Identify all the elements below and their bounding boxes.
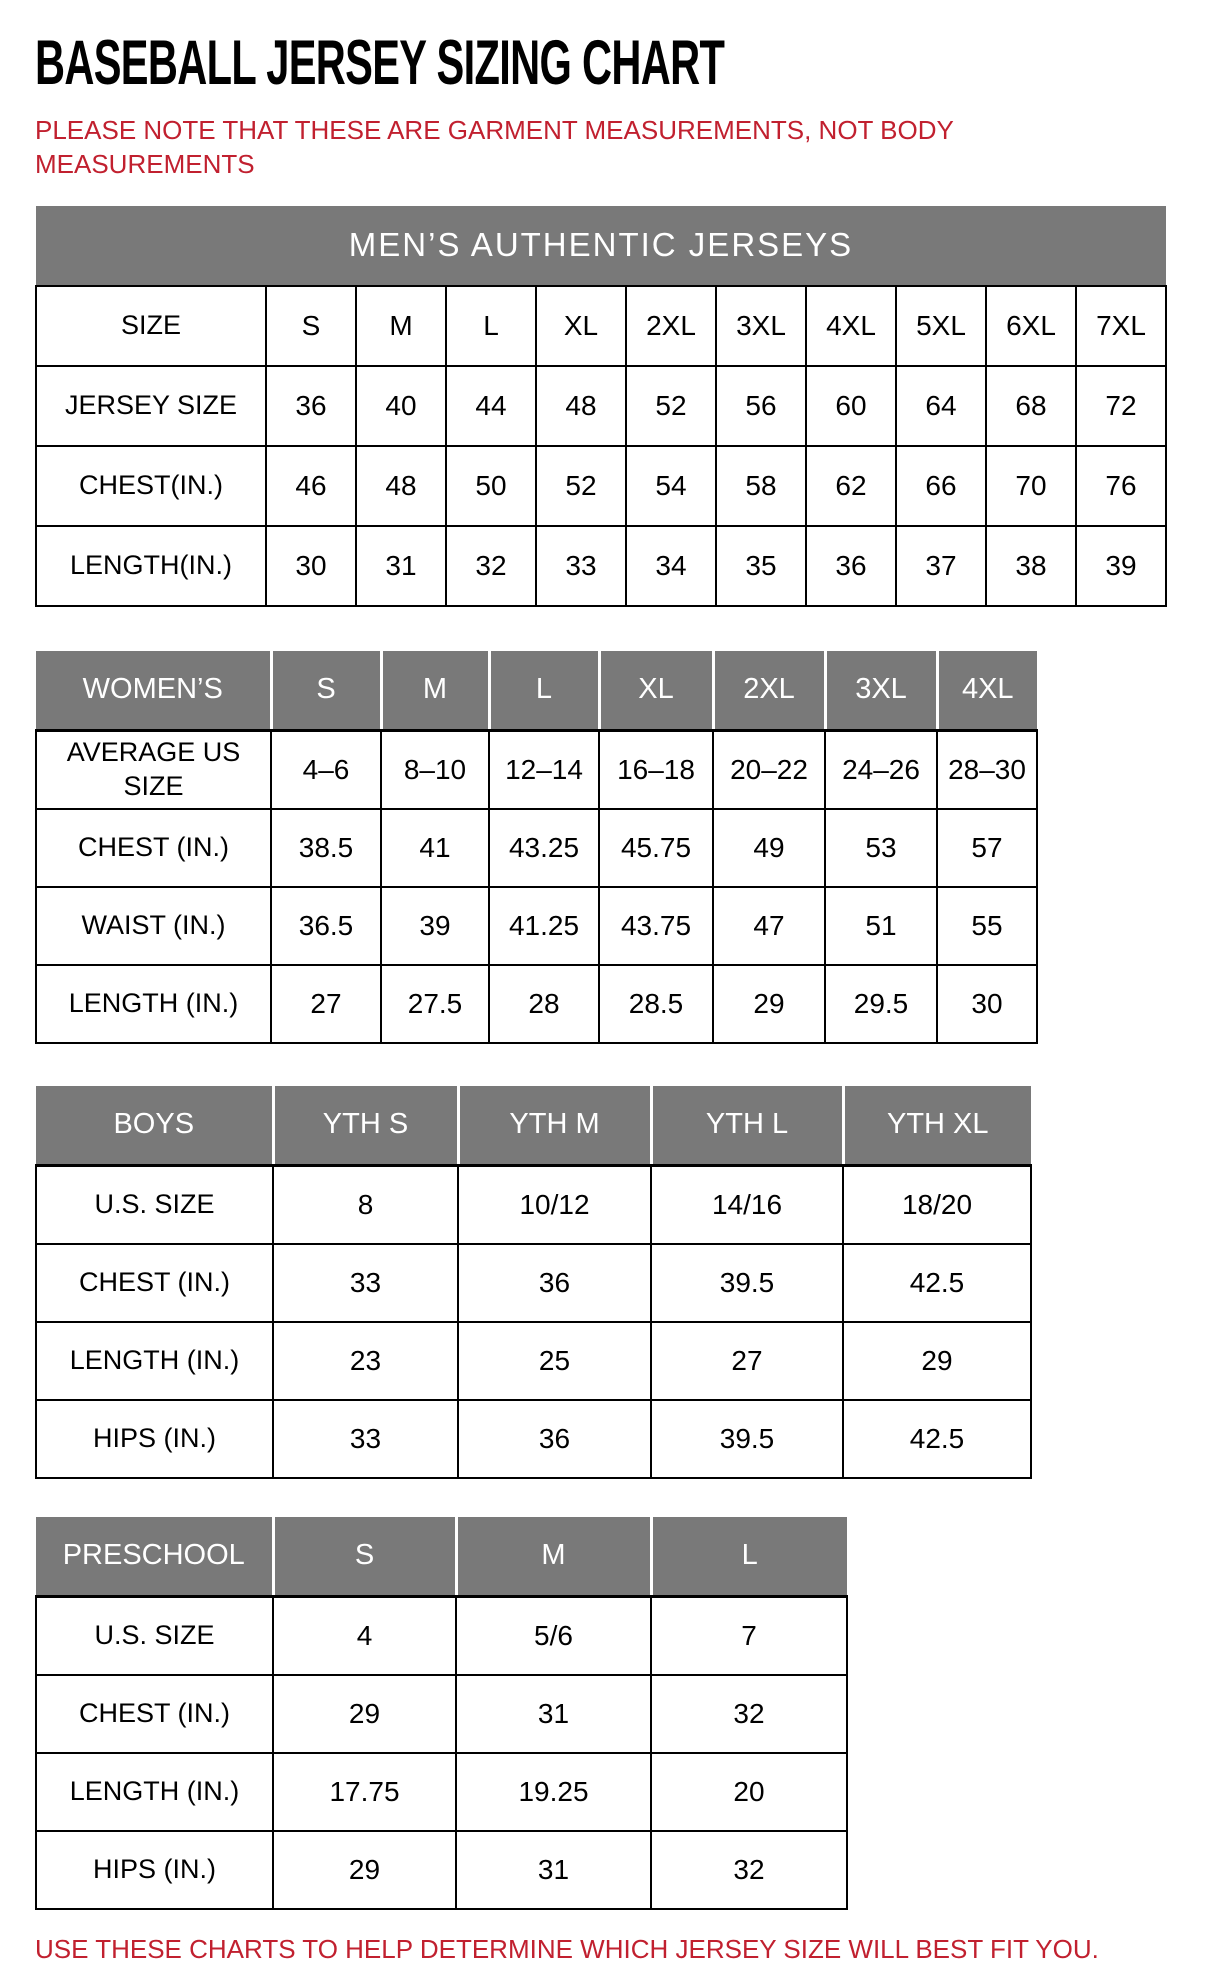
size-value-cell: 27.5 [381,965,489,1043]
header-cell: YTH S [273,1086,458,1166]
header-cell: 4XL [937,651,1037,731]
size-value-cell: 32 [651,1831,847,1909]
header-cell: YTH M [458,1086,651,1166]
table-row [36,809,1037,887]
row-label: LENGTH(IN.) [36,526,266,606]
table-row [36,1322,1031,1400]
size-value-cell: 29 [273,1831,456,1909]
size-value-cell: 35 [716,526,806,606]
size-value-cell: 7XL [1076,286,1166,366]
size-value-cell: 31 [456,1675,651,1753]
size-value-cell: 29.5 [825,965,937,1043]
size-value-cell: 19.25 [456,1753,651,1831]
size-value-cell: 72 [1076,366,1166,446]
row-label: U.S. SIZE [36,1597,273,1675]
size-value-cell: 33 [273,1244,458,1322]
mens-sizing-table-section [35,206,1220,607]
row-label: HIPS (IN.) [36,1831,273,1909]
size-value-cell: 36 [266,366,356,446]
size-value-cell: 53 [825,809,937,887]
size-value-cell: 40 [356,366,446,446]
table-row [36,1400,1031,1478]
size-value-cell: 8–10 [381,731,489,809]
size-value-cell: 17.75 [273,1753,456,1831]
size-value-cell: 57 [937,809,1037,887]
size-value-cell: 46 [266,446,356,526]
size-value-cell: 68 [986,366,1076,446]
fit-advice-footer: USE THESE CHARTS TO HELP DETERMINE WHICH JERSEY SIZE WILL BEST FIT YOU. [35,1933,1099,1964]
size-value-cell: 31 [456,1831,651,1909]
size-value-cell: 12–14 [489,731,599,809]
row-label: JERSEY SIZE [36,366,266,446]
size-value-cell: 36 [458,1400,651,1478]
size-value-cell: 52 [626,366,716,446]
row-label: SIZE [36,286,266,366]
womens-table [35,651,1038,1044]
size-value-cell: 48 [536,366,626,446]
size-value-cell: 55 [937,887,1037,965]
size-value-cell: 20–22 [713,731,825,809]
size-value-cell: 27 [271,965,381,1043]
size-value-cell: 48 [356,446,446,526]
size-value-cell: 5XL [896,286,986,366]
size-value-cell: 33 [273,1400,458,1478]
row-label: U.S. SIZE [36,1166,273,1244]
size-value-cell: 43.25 [489,809,599,887]
size-value-cell: 37 [896,526,986,606]
size-value-cell: 6XL [986,286,1076,366]
size-value-cell: 10/12 [458,1166,651,1244]
size-value-cell: 27 [651,1322,843,1400]
row-label: LENGTH (IN.) [36,1753,273,1831]
header-cell: XL [599,651,713,731]
table-row [36,446,1166,526]
size-value-cell: 4XL [806,286,896,366]
size-value-cell: 29 [843,1322,1031,1400]
size-value-cell: 36 [458,1244,651,1322]
size-value-cell: 58 [716,446,806,526]
header-cell: 3XL [825,651,937,731]
mens-authentic-jerseys-banner: MEN’S AUTHENTIC JERSEYS [36,206,1166,286]
size-value-cell: S [266,286,356,366]
table-row [36,366,1166,446]
size-value-cell: 52 [536,446,626,526]
size-value-cell: 43.75 [599,887,713,965]
header-cell: S [273,1517,456,1597]
size-value-cell: 41.25 [489,887,599,965]
row-label: CHEST (IN.) [36,809,271,887]
row-label: LENGTH (IN.) [36,1322,273,1400]
header-cell: M [456,1517,651,1597]
size-value-cell: 32 [446,526,536,606]
size-value-cell: XL [536,286,626,366]
boys-table [35,1086,1032,1479]
size-value-cell: 4 [273,1597,456,1675]
size-value-cell: M [356,286,446,366]
size-value-cell: 56 [716,366,806,446]
size-value-cell: 28–30 [937,731,1037,809]
size-value-cell: 30 [266,526,356,606]
size-value-cell: 66 [896,446,986,526]
header-cell: L [489,651,599,731]
table-row [36,1166,1031,1244]
row-label: CHEST(IN.) [36,446,266,526]
table-row [36,731,1037,809]
size-value-cell: 4–6 [271,731,381,809]
page-title: BASEBALL JERSEY SIZING CHART [35,28,725,98]
size-value-cell: 25 [458,1322,651,1400]
boys-sizing-table-section [35,1086,1220,1479]
garment-measurement-note: PLEASE NOTE THAT THESE ARE GARMENT MEASUREMENTS, NOT BODY MEASUREMENTS [35,115,954,179]
size-value-cell: 62 [806,446,896,526]
header-cell: L [651,1517,847,1597]
size-value-cell: 47 [713,887,825,965]
row-label: CHEST (IN.) [36,1244,273,1322]
size-value-cell: 36.5 [271,887,381,965]
table-row [36,887,1037,965]
womens-header-label: WOMEN’S [36,651,271,731]
size-value-cell: 3XL [716,286,806,366]
header-cell: YTH XL [843,1086,1031,1166]
size-value-cell: 32 [651,1675,847,1753]
size-value-cell: 16–18 [599,731,713,809]
size-value-cell: 39.5 [651,1244,843,1322]
size-value-cell: 42.5 [843,1244,1031,1322]
size-value-cell: 64 [896,366,986,446]
header-cell: S [271,651,381,731]
boys-header-label: BOYS [36,1086,273,1166]
size-value-cell: 41 [381,809,489,887]
size-value-cell: 51 [825,887,937,965]
size-value-cell: 70 [986,446,1076,526]
size-value-cell: 54 [626,446,716,526]
table-row [36,286,1166,366]
row-label: CHEST (IN.) [36,1675,273,1753]
size-value-cell: 33 [536,526,626,606]
size-value-cell: 49 [713,809,825,887]
size-value-cell: 5/6 [456,1597,651,1675]
size-value-cell: 76 [1076,446,1166,526]
header-cell: M [381,651,489,731]
preschool-table [35,1517,848,1910]
size-value-cell: 60 [806,366,896,446]
size-value-cell: 30 [937,965,1037,1043]
table-row [36,1675,847,1753]
preschool-header-label: PRESCHOOL [36,1517,273,1597]
size-value-cell: 50 [446,446,536,526]
size-value-cell: 38 [986,526,1076,606]
size-value-cell: 18/20 [843,1166,1031,1244]
header-cell: YTH L [651,1086,843,1166]
size-value-cell: 23 [273,1322,458,1400]
size-value-cell: 8 [273,1166,458,1244]
size-value-cell: 31 [356,526,446,606]
header-cell: 2XL [713,651,825,731]
table-row [36,1753,847,1831]
size-value-cell: 29 [273,1675,456,1753]
size-value-cell: 39.5 [651,1400,843,1478]
table-row [36,1244,1031,1322]
table-row [36,965,1037,1043]
size-value-cell: 36 [806,526,896,606]
mens-authentic-jerseys-table [35,206,1167,607]
preschool-sizing-table-section [35,1517,1220,1910]
size-value-cell: 28 [489,965,599,1043]
size-value-cell: 24–26 [825,731,937,809]
size-value-cell: 28.5 [599,965,713,1043]
row-label: AVERAGE US SIZE [36,731,271,809]
row-label: WAIST (IN.) [36,887,271,965]
size-value-cell: 7 [651,1597,847,1675]
row-label: HIPS (IN.) [36,1400,273,1478]
size-value-cell: 14/16 [651,1166,843,1244]
size-value-cell: 20 [651,1753,847,1831]
size-value-cell: 44 [446,366,536,446]
size-value-cell: 29 [713,965,825,1043]
size-value-cell: 34 [626,526,716,606]
size-value-cell: 42.5 [843,1400,1031,1478]
row-label: LENGTH (IN.) [36,965,271,1043]
size-value-cell: 39 [1076,526,1166,606]
size-value-cell: L [446,286,536,366]
table-row [36,1831,847,1909]
size-value-cell: 2XL [626,286,716,366]
size-value-cell: 45.75 [599,809,713,887]
size-value-cell: 38.5 [271,809,381,887]
size-value-cell: 39 [381,887,489,965]
table-row [36,1597,847,1675]
womens-sizing-table-section [35,651,1220,1044]
table-row [36,526,1166,606]
